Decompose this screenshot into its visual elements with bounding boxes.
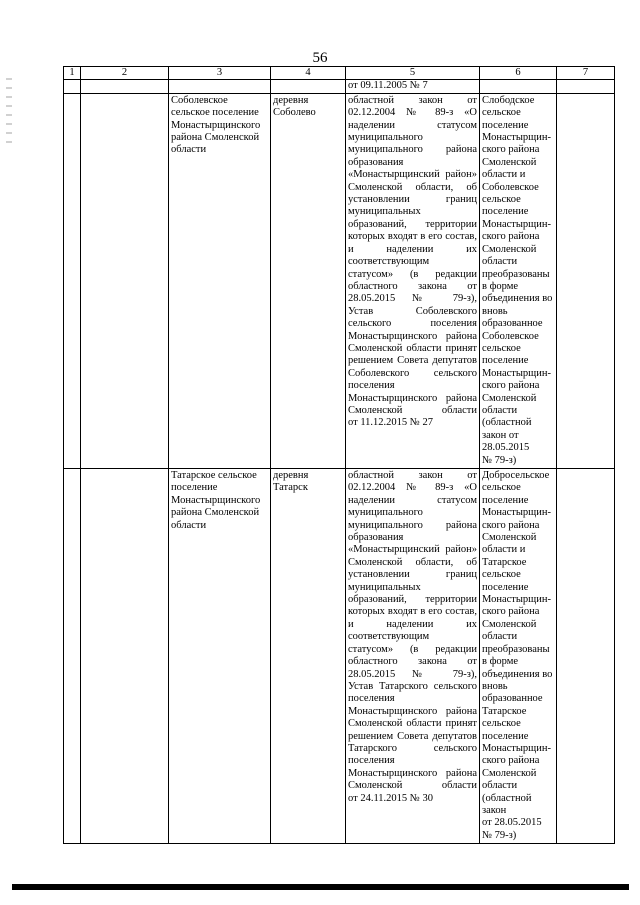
text-line: области xyxy=(171,519,207,531)
text-line: «Монастырщинский район» xyxy=(348,544,477,556)
column-number: 4 xyxy=(271,67,346,80)
text-line: преобразованы xyxy=(482,268,550,280)
text-line: образования xyxy=(348,156,404,168)
transformation-note xyxy=(480,469,557,844)
text-line: поселение xyxy=(482,730,529,742)
text-line: в форме xyxy=(482,656,519,668)
table-cell xyxy=(81,469,169,844)
text-line: Монастырщин- xyxy=(482,367,551,379)
text-line: образований, территории xyxy=(348,218,477,230)
text-line: Монастырщин- xyxy=(482,218,551,230)
text-line: сельское xyxy=(482,342,521,354)
legal-basis xyxy=(346,469,480,844)
text-line: статусом» (в редакции xyxy=(348,643,477,655)
text-line: Смоленской xyxy=(482,618,537,630)
text-line: деревня xyxy=(273,470,309,481)
text-line: соответствующим xyxy=(348,631,430,643)
text-line: Монастырщинского района xyxy=(348,705,477,717)
column-number: 5 xyxy=(346,67,480,80)
text-line: (областной xyxy=(482,417,532,429)
text-line: поселения xyxy=(348,755,395,767)
column-number: 7 xyxy=(557,67,615,80)
text-line: Слободское xyxy=(482,94,535,106)
text-line: Смоленской области, об xyxy=(348,556,477,568)
text-line: вновь xyxy=(482,305,508,317)
settlements-table xyxy=(63,66,615,844)
text-line: областной закон от xyxy=(348,94,477,106)
text-line: Смоленской xyxy=(482,767,537,779)
text-line: и наделении их xyxy=(348,243,477,255)
legal-basis xyxy=(346,93,480,468)
table-cell xyxy=(81,93,169,468)
column-number: 2 xyxy=(81,67,169,80)
text-line: и наделении их xyxy=(348,618,477,630)
transformation-note xyxy=(480,93,557,468)
table-cell xyxy=(557,80,615,93)
text-line: Смоленской xyxy=(482,243,537,255)
text-line: муниципального района xyxy=(348,519,477,531)
text-line: от 11.12.2015 № 27 xyxy=(348,417,433,429)
text-line: преобразованы xyxy=(482,643,550,655)
text-line: (областной xyxy=(482,792,532,804)
text-line: сельское xyxy=(482,194,521,206)
text-line: муниципального xyxy=(348,507,423,519)
text-line: Добросельское xyxy=(482,470,550,481)
text-line: Смоленской xyxy=(482,156,537,168)
text-line: образования xyxy=(348,532,404,544)
text-line: Смоленской области xyxy=(348,404,477,416)
text-line: муниципальных xyxy=(348,581,421,593)
text-line: ского района xyxy=(482,519,540,531)
text-line: поселение xyxy=(482,119,529,131)
text-line: муниципальных xyxy=(348,206,421,218)
text-line: ского района xyxy=(482,144,540,156)
text-line: Соболево xyxy=(273,107,316,119)
text-line: образований, территории xyxy=(348,594,477,606)
table-row xyxy=(64,93,615,468)
text-line: сельское xyxy=(482,569,521,581)
text-line: Татарского сельского xyxy=(348,742,477,754)
text-line: Монастырщинского xyxy=(171,494,261,506)
text-line: сельское поселение xyxy=(171,107,259,119)
text-line: соответствующим xyxy=(348,256,430,268)
text-line: Татарское сельское xyxy=(171,470,257,481)
text-line: закон xyxy=(482,804,507,816)
table-cell xyxy=(64,80,81,93)
text-line: области xyxy=(482,256,518,268)
text-line: образованное xyxy=(482,693,543,705)
text-line: Смоленской области принят xyxy=(348,342,477,354)
text-line: объединения во xyxy=(482,668,553,680)
text-line: области xyxy=(482,780,518,792)
table-cell xyxy=(64,469,81,844)
text-line: Смоленской области, об xyxy=(348,181,477,193)
text-line: Соболевское xyxy=(482,330,539,342)
text-line: областного закона от xyxy=(348,656,477,668)
text-line: Монастырщинского района xyxy=(348,392,477,404)
table-cell xyxy=(64,93,81,468)
text-line: сельское xyxy=(482,107,521,119)
text-line: решением Совета депутатов xyxy=(348,730,477,742)
text-line: Монастырщинского xyxy=(171,119,261,131)
text-line: поселение xyxy=(482,206,529,218)
text-line: поселения xyxy=(348,380,395,392)
text-line: сельское xyxy=(482,718,521,730)
text-line: которых входят в его состав, xyxy=(348,231,477,243)
text-line: сельское xyxy=(482,482,521,494)
text-line: областной закон от xyxy=(348,470,477,481)
text-line: объединения во xyxy=(482,293,553,305)
text-line: вновь xyxy=(482,680,508,692)
text-line: ского района xyxy=(482,755,540,767)
text-line: области xyxy=(482,404,518,416)
text-line: Татарск xyxy=(273,482,308,494)
text-line: муниципального района xyxy=(348,144,477,156)
text-line: ского района xyxy=(482,231,540,243)
scan-edge-marks xyxy=(6,78,12,148)
text-line: деревня xyxy=(273,94,309,106)
text-line: 28.05.2015 xyxy=(482,442,530,454)
text-line: в форме xyxy=(482,280,519,292)
column-number: 3 xyxy=(169,67,271,80)
table-cell xyxy=(81,80,169,93)
bottom-scan-border xyxy=(12,884,629,890)
text-line: наделении статусом xyxy=(348,119,477,131)
text-line: Татарское xyxy=(482,556,527,568)
text-line: района Смоленской xyxy=(171,507,260,519)
text-line: области xyxy=(482,631,518,643)
text-line: ского района xyxy=(482,606,540,618)
text-line: решением Совета депутатов xyxy=(348,355,477,367)
settlement-name xyxy=(169,93,271,468)
text-line: 28.05.2015 № 79-з), xyxy=(348,293,477,305)
settlement-name xyxy=(169,469,271,844)
text-line: установлении границ xyxy=(348,569,477,581)
table-cell xyxy=(557,469,615,844)
text-line: области и xyxy=(482,169,526,181)
table-cell xyxy=(271,80,346,93)
text-line: Смоленской xyxy=(482,532,537,544)
text-line: Монастырщин- xyxy=(482,507,551,519)
text-line: 28.05.2015 № 79-з), xyxy=(348,668,477,680)
admin-center xyxy=(271,469,346,844)
text-line: Монастырщин- xyxy=(482,742,551,754)
page-number: 56 xyxy=(312,50,328,66)
text-line: областного закона от xyxy=(348,280,477,292)
table-cell xyxy=(557,93,615,468)
text-line: образованное xyxy=(482,318,543,330)
table-row xyxy=(64,469,615,844)
text-line: 02.12.2004 № 89-з «О xyxy=(348,482,477,494)
text-line: ского района xyxy=(482,380,540,392)
text-line: Устав Соболевского xyxy=(348,305,477,317)
table-cell xyxy=(169,80,271,93)
text-line: поселение xyxy=(482,355,529,367)
text-line: которых входят в его состав, xyxy=(348,606,477,618)
text-line: поселение xyxy=(482,581,529,593)
text-line: наделении статусом xyxy=(348,494,477,506)
text-line: области и xyxy=(482,544,526,556)
text-line: закон от xyxy=(482,429,519,441)
text-line: Соболевского сельского xyxy=(348,367,477,379)
text-line: Смоленской области принят xyxy=(348,718,477,730)
text-line: Устав Татарского сельского xyxy=(348,680,477,692)
text-line: Соболевское xyxy=(171,94,228,106)
text-line: Татарское xyxy=(482,705,527,717)
text-line: поселение xyxy=(482,494,529,506)
text-line: № 79-з) xyxy=(482,454,517,466)
text-line: статусом» (в редакции xyxy=(348,268,477,280)
continuation-row xyxy=(64,80,615,93)
admin-center xyxy=(271,93,346,468)
text-line: района Смоленской xyxy=(171,132,260,144)
column-number-row xyxy=(64,67,615,80)
text-line: Смоленской области xyxy=(348,780,477,792)
text-line: муниципального xyxy=(348,132,423,144)
text-line: «Монастырщинский район» xyxy=(348,169,477,181)
text-line: области xyxy=(171,144,207,156)
continuation-text: от 09.11.2005 № 7 xyxy=(346,80,480,93)
text-line: сельского поселения xyxy=(348,318,477,330)
text-line: поселения xyxy=(348,693,395,705)
column-number: 6 xyxy=(480,67,557,80)
text-line: Монастырщинского района xyxy=(348,767,477,779)
text-line: поселение xyxy=(171,482,218,494)
text-line: Соболевское xyxy=(482,181,539,193)
text-line: Смоленской xyxy=(482,392,537,404)
text-line: от 28.05.2015 xyxy=(482,817,542,829)
text-line: № 79-з) xyxy=(482,829,517,841)
table-cell xyxy=(480,80,557,93)
text-line: установлении границ xyxy=(348,194,477,206)
text-line: Монастырщинского района xyxy=(348,330,477,342)
text-line: от 24.11.2015 № 30 xyxy=(348,792,433,804)
text-line: 02.12.2004 № 89-з «О xyxy=(348,107,477,119)
text-line: Монастырщин- xyxy=(482,132,551,144)
text-line: Монастырщин- xyxy=(482,594,551,606)
column-number: 1 xyxy=(64,67,81,80)
